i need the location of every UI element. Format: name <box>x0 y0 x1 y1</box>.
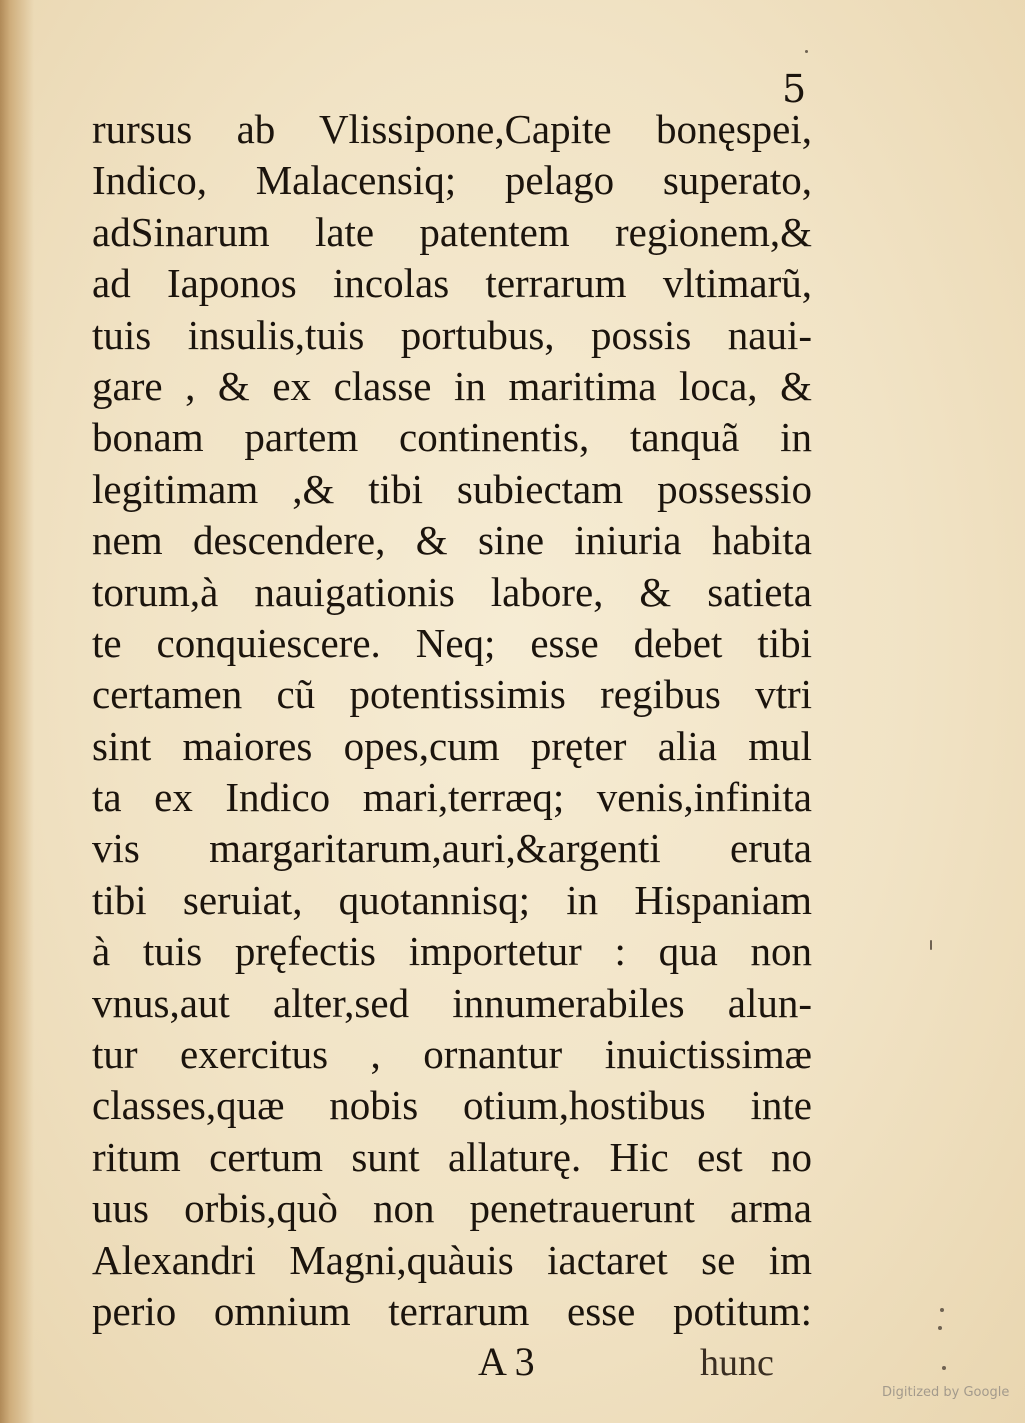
text-line: gare , & ex classe in maritima loca, & <box>92 362 812 409</box>
text-line: uus orbis,quò non penetrauerunt arma <box>92 1185 812 1232</box>
text-line: rursus ab Vlissipone,Capite bonęspei, <box>92 106 812 152</box>
text-line: Indico, Malacensiq; pelago superato, <box>92 157 812 204</box>
text-line: nem descendere, & sine iniuria habita <box>92 517 812 564</box>
text-line: torum,à nauigationis labore, & satieta <box>92 568 812 615</box>
paper-speck <box>805 50 808 53</box>
text-line: sint maiores opes,cum pręter alia mul <box>92 722 812 769</box>
text-line: tur exercitus , ornantur inuictissimæ <box>92 1031 812 1078</box>
text-line: te conquiescere. Neq; esse debet tibi <box>92 619 812 666</box>
text-line: à tuis pręfectis importetur : qua non <box>92 928 812 975</box>
text-line: bonam partem continentis, tanquã in <box>92 414 812 461</box>
paper-speck <box>930 940 932 950</box>
catchword: hunc <box>700 1342 774 1384</box>
text-line: vnus,aut alter,sed innumerabiles alun- <box>92 979 812 1026</box>
text-line: ritum certum sunt allaturę. Hic est no <box>92 1133 812 1180</box>
text-line: certamen cũ potentissimis regibus vtri <box>92 671 812 718</box>
digitization-watermark: Digitized by Google <box>882 1385 1010 1400</box>
text-line: ta ex Indico mari,terræq; venis,infinita <box>92 774 812 821</box>
text-line: perio omnium terrarum esse potitum: <box>92 1287 812 1334</box>
text-line: vis margaritarum,auri,&argenti eruta <box>92 825 812 872</box>
text-line: Alexandri Magni,quàuis iactaret se im <box>92 1236 812 1283</box>
paper-speck <box>938 1326 942 1330</box>
text-line: legitimam ,& tibi subiectam possessio <box>92 465 812 512</box>
paper-speck <box>942 1366 946 1370</box>
page-number: 5 <box>782 67 807 111</box>
text-line: ad Iaponos incolas terrarum vltimarũ, <box>92 260 812 307</box>
text-line: adSinarum late patentem regionem,& <box>92 208 812 255</box>
text-line: classes,quæ nobis otium,hostibus inte <box>92 1082 812 1129</box>
text-line: tibi seruiat, quotannisq; in Hispaniam <box>92 876 812 923</box>
signature-mark: A 3 <box>478 1339 535 1384</box>
paper-speck <box>940 1308 944 1312</box>
page-gutter-shadow <box>0 0 34 1423</box>
text-line: tuis insulis,tuis portubus, possis naui- <box>92 311 812 358</box>
body-text <box>92 104 812 1337</box>
